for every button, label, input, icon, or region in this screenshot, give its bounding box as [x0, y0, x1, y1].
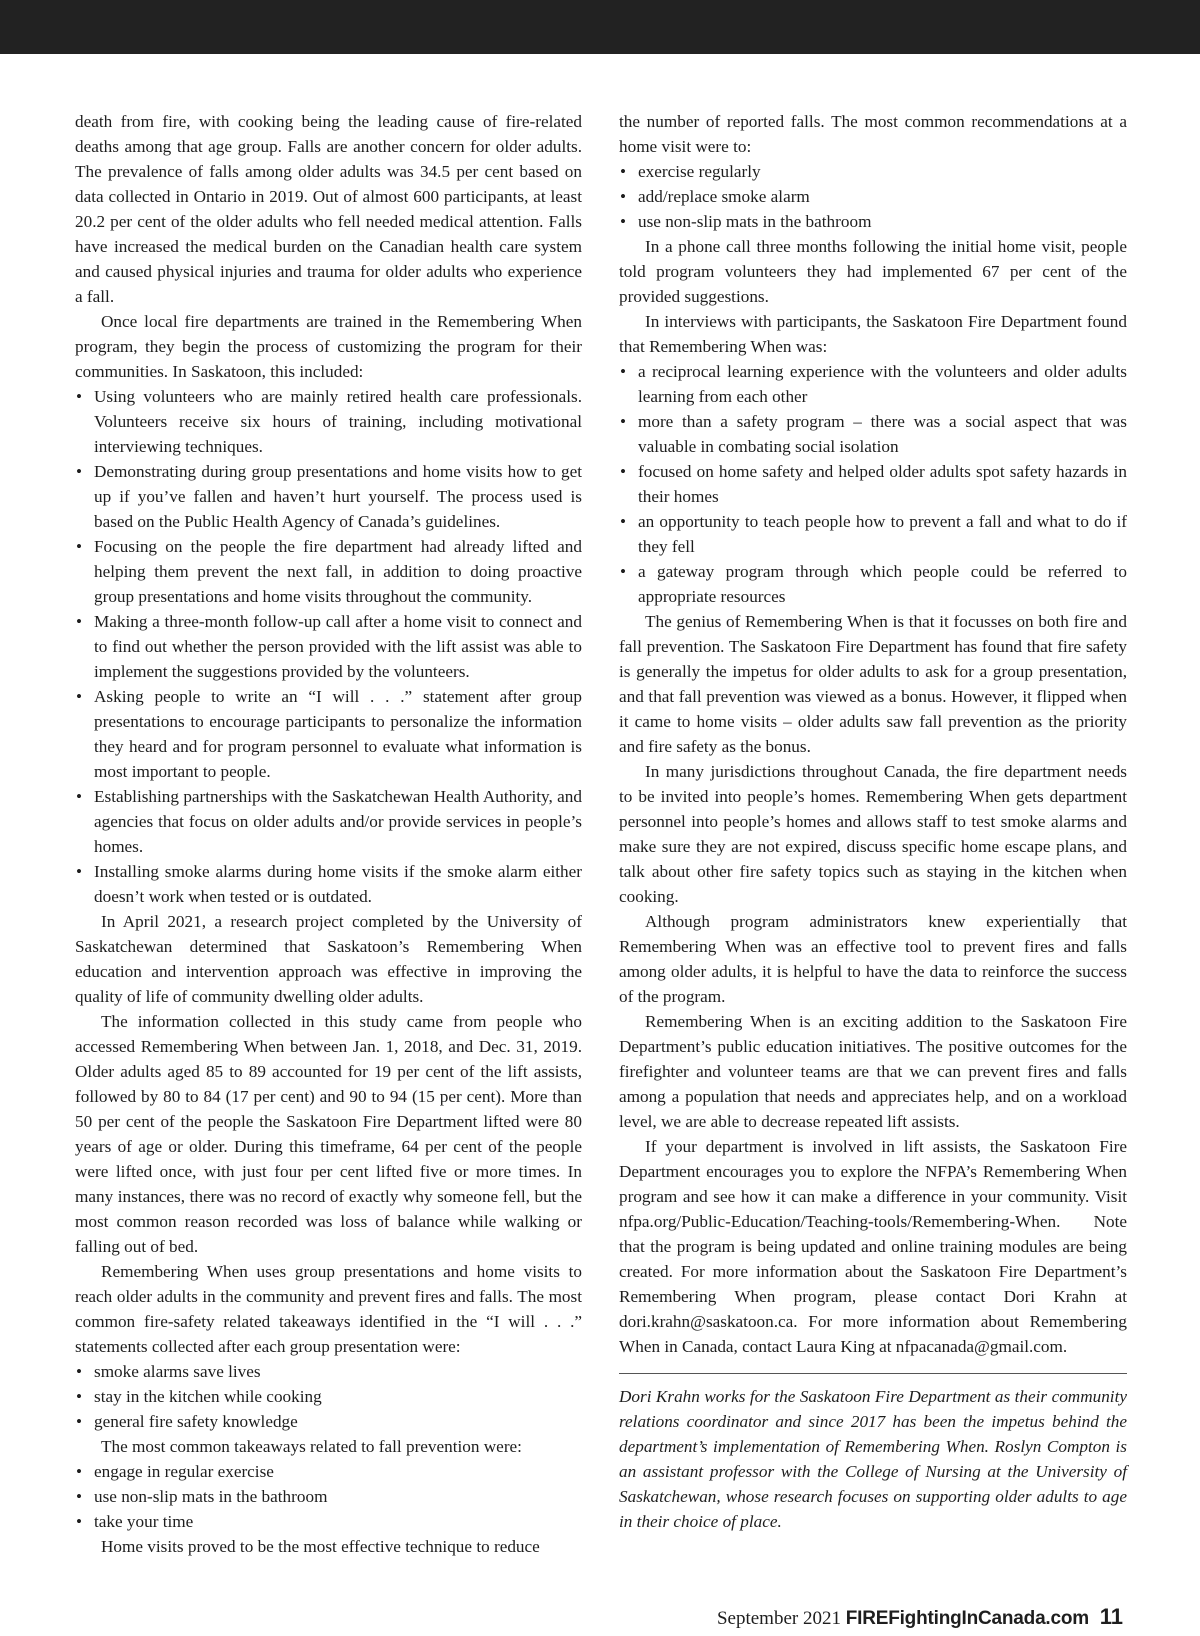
recommendations-list	[619, 159, 1127, 234]
list-item: • Asking people to write an “I will . . .” statement after group presentations to encourage participants to personalize the information they heard and for program personnel to evaluate what information is most important to people.	[75, 684, 582, 784]
divider-rule	[619, 1373, 1127, 1374]
paragraph: In April 2021, a research project completed by the University of Saskatchewan determined that Saskatoon’s Remembering When education and intervention approach was effective in improving the quality of life of community dwelling older adults.	[75, 912, 582, 1006]
list-item: • exercise regularly	[619, 159, 1127, 184]
list-item: • Using volunteers who are mainly retired health care professionals. Volunteers receive six hours of training, including motivational interviewing techniques.	[75, 384, 582, 459]
paragraph: The most common takeaways related to fall prevention were:	[101, 1437, 522, 1456]
paragraph: Once local fire departments are trained in the Remembering When program, they begin the process of customizing the program for their communities. In Saskatoon, this included:	[75, 312, 582, 381]
paragraph: The genius of Remembering When is that it focusses on both fire and fall prevention. The Saskatoon Fire Department has found that fire safety is generally the impetus for older adults to ask for a group presentation, and that fall prevention was viewed as a bonus. However, it flipped when it came to home visits – older adults saw fall prevention as the priority and fire safety as the bonus.	[619, 612, 1127, 756]
customization-list	[75, 384, 582, 909]
list-item: • use non-slip mats in the bathroom	[619, 209, 1127, 234]
list-item: • use non-slip mats in the bathroom	[75, 1484, 582, 1509]
paragraph: If your department is involved in lift assists, the Saskatoon Fire Department encourages you to explore the NFPA’s Remembering When program and see how it can make a difference in your community. Visit nfpa.org/Public-Education/Teaching-tools/Remembering-When. Note that the program is being updated and online training modules are being created. For more information about the Saskatoon Fire Department’s Remembering When program, please contact Dori Krahn at dori.krahn@saskatoon.ca. For more information about Remembering When in Canada, contact Laura King at nfpacanada@gmail.com.	[619, 1137, 1127, 1356]
list-item: • focused on home safety and helped older adults spot safety hazards in their homes	[619, 459, 1127, 509]
paragraph: Although program administrators knew experientially that Remembering When was an effective tool to prevent fires and falls among older adults, it is helpful to have the data to reinforce the success of the program.	[619, 912, 1127, 1006]
issue-date: September 2021	[716, 1608, 841, 1629]
list-item: • Demonstrating during group presentations and home visits how to get up if you’ve fallen and haven’t hurt yourself. The process used is based on the Public Health Agency of Canada’s guidelines.	[75, 459, 582, 534]
list-item: • Making a three-month follow-up call after a home visit to connect and to find out whether the person provided with the lift assist was able to implement the suggestions provided by the volunteers.	[75, 609, 582, 684]
paragraph: In interviews with participants, the Saskatoon Fire Department found that Remembering When was:	[619, 312, 1127, 356]
interview-findings-list	[619, 359, 1127, 609]
list-item: • add/replace smoke alarm	[619, 184, 1127, 209]
list-item: • a gateway program through which people could be referred to appropriate resources	[619, 559, 1127, 609]
list-item: • a reciprocal learning experience with the volunteers and older adults learning from each other	[619, 359, 1127, 409]
left-column	[75, 109, 582, 1559]
page-footer	[717, 1605, 1123, 1631]
site-name: FIREFightingInCanada.com	[845, 1608, 1089, 1629]
list-item: • Installing smoke alarms during home visits if the smoke alarm either doesn’t work when tested or is outdated.	[75, 859, 582, 909]
paragraph: In many jurisdictions throughout Canada, the fire department needs to be invited into people’s homes. Remembering When gets department personnel into people’s homes and allows staff to test smoke alarms and make sure they are not expired, discuss specific home escape plans, and talk about other fire safety topics such as staying in the kitchen when cooking.	[619, 762, 1127, 906]
list-item: • smoke alarms save lives	[75, 1359, 582, 1384]
right-column	[619, 109, 1127, 1534]
paragraph: death from fire, with cooking being the leading cause of fire-related deaths among that age group. Falls are another concern for older adults. The prevalence of falls among older adults was 34.5 per cent based on data collected in Ontario in 2019. Out of almost 600 participants, at least 20.2 per cent of the older adults who fell needed medical attention. Falls have increased the medical burden on the Canadian health care system and caused physical injuries and trauma for older adults who experience a fall.	[75, 112, 582, 306]
page-number: 11	[1099, 1604, 1123, 1629]
list-item: • an opportunity to teach people how to prevent a fall and what to do if they fell	[619, 509, 1127, 559]
paragraph: The information collected in this study came from people who accessed Remembering When between Jan. 1, 2018, and Dec. 31, 2019. Older adults aged 85 to 89 accounted for 19 per cent of the lift assists, followed by 80 to 84 (17 per cent) and 90 to 94 (15 per cent). More than 50 per cent of the people the Saskatoon Fire Department lifted were 80 years of age or older. During this timeframe, 64 per cent of the people were lifted once, with just four per cent lifted five or more times. In many instances, there was no record of exactly why someone fell, but the most common reason recorded was loss of balance while walking or falling out of bed.	[75, 1012, 582, 1256]
top-banner-bar	[0, 0, 1200, 54]
list-item: • more than a safety program – there was a social aspect that was valuable in combating social isolation	[619, 409, 1127, 459]
list-item: • Focusing on the people the fire department had already lifted and helping them prevent the next fall, in addition to doing proactive group presentations and home visits throughout the community.	[75, 534, 582, 609]
paragraph: Remembering When is an exciting addition to the Saskatoon Fire Department’s public education initiatives. The positive outcomes for the firefighter and volunteer teams are that we can prevent fires and falls among a population that needs and appreciates help, and on a workload level, we are able to decrease repeated lift assists.	[619, 1012, 1127, 1131]
author-bio: Dori Krahn works for the Saskatoon Fire Department as their community relations coordinator and since 2017 has been the impetus behind the department’s implementation of Remembering When. Roslyn Compton is an assistant professor with the College of Nursing at the University of Saskatchewan, whose research focuses on supporting older adults to age in their choice of place.	[619, 1387, 1127, 1531]
paragraph: the number of reported falls. The most common recommendations at a home visit were to:	[619, 112, 1127, 156]
paragraph: Remembering When uses group presentations and home visits to reach older adults in the community and prevent fires and falls. The most common fire-safety related takeaways identified in the “I will . . .” statements collected after each group presentation were:	[75, 1262, 582, 1356]
paragraph: Home visits proved to be the most effective technique to reduce	[101, 1537, 540, 1556]
list-item: • take your time	[75, 1509, 582, 1534]
list-item: • Establishing partnerships with the Saskatchewan Health Authority, and agencies that focus on older adults and/or provide services in people’s homes.	[75, 784, 582, 859]
fire-safety-takeaways-list	[75, 1359, 582, 1434]
list-item: • stay in the kitchen while cooking	[75, 1384, 582, 1409]
paragraph: In a phone call three months following the initial home visit, people told program volunteers they had implemented 67 per cent of the provided suggestions.	[619, 237, 1127, 306]
list-item: • general fire safety knowledge	[75, 1409, 582, 1434]
fall-prevention-takeaways-list	[75, 1459, 582, 1534]
list-item: • engage in regular exercise	[75, 1459, 582, 1484]
